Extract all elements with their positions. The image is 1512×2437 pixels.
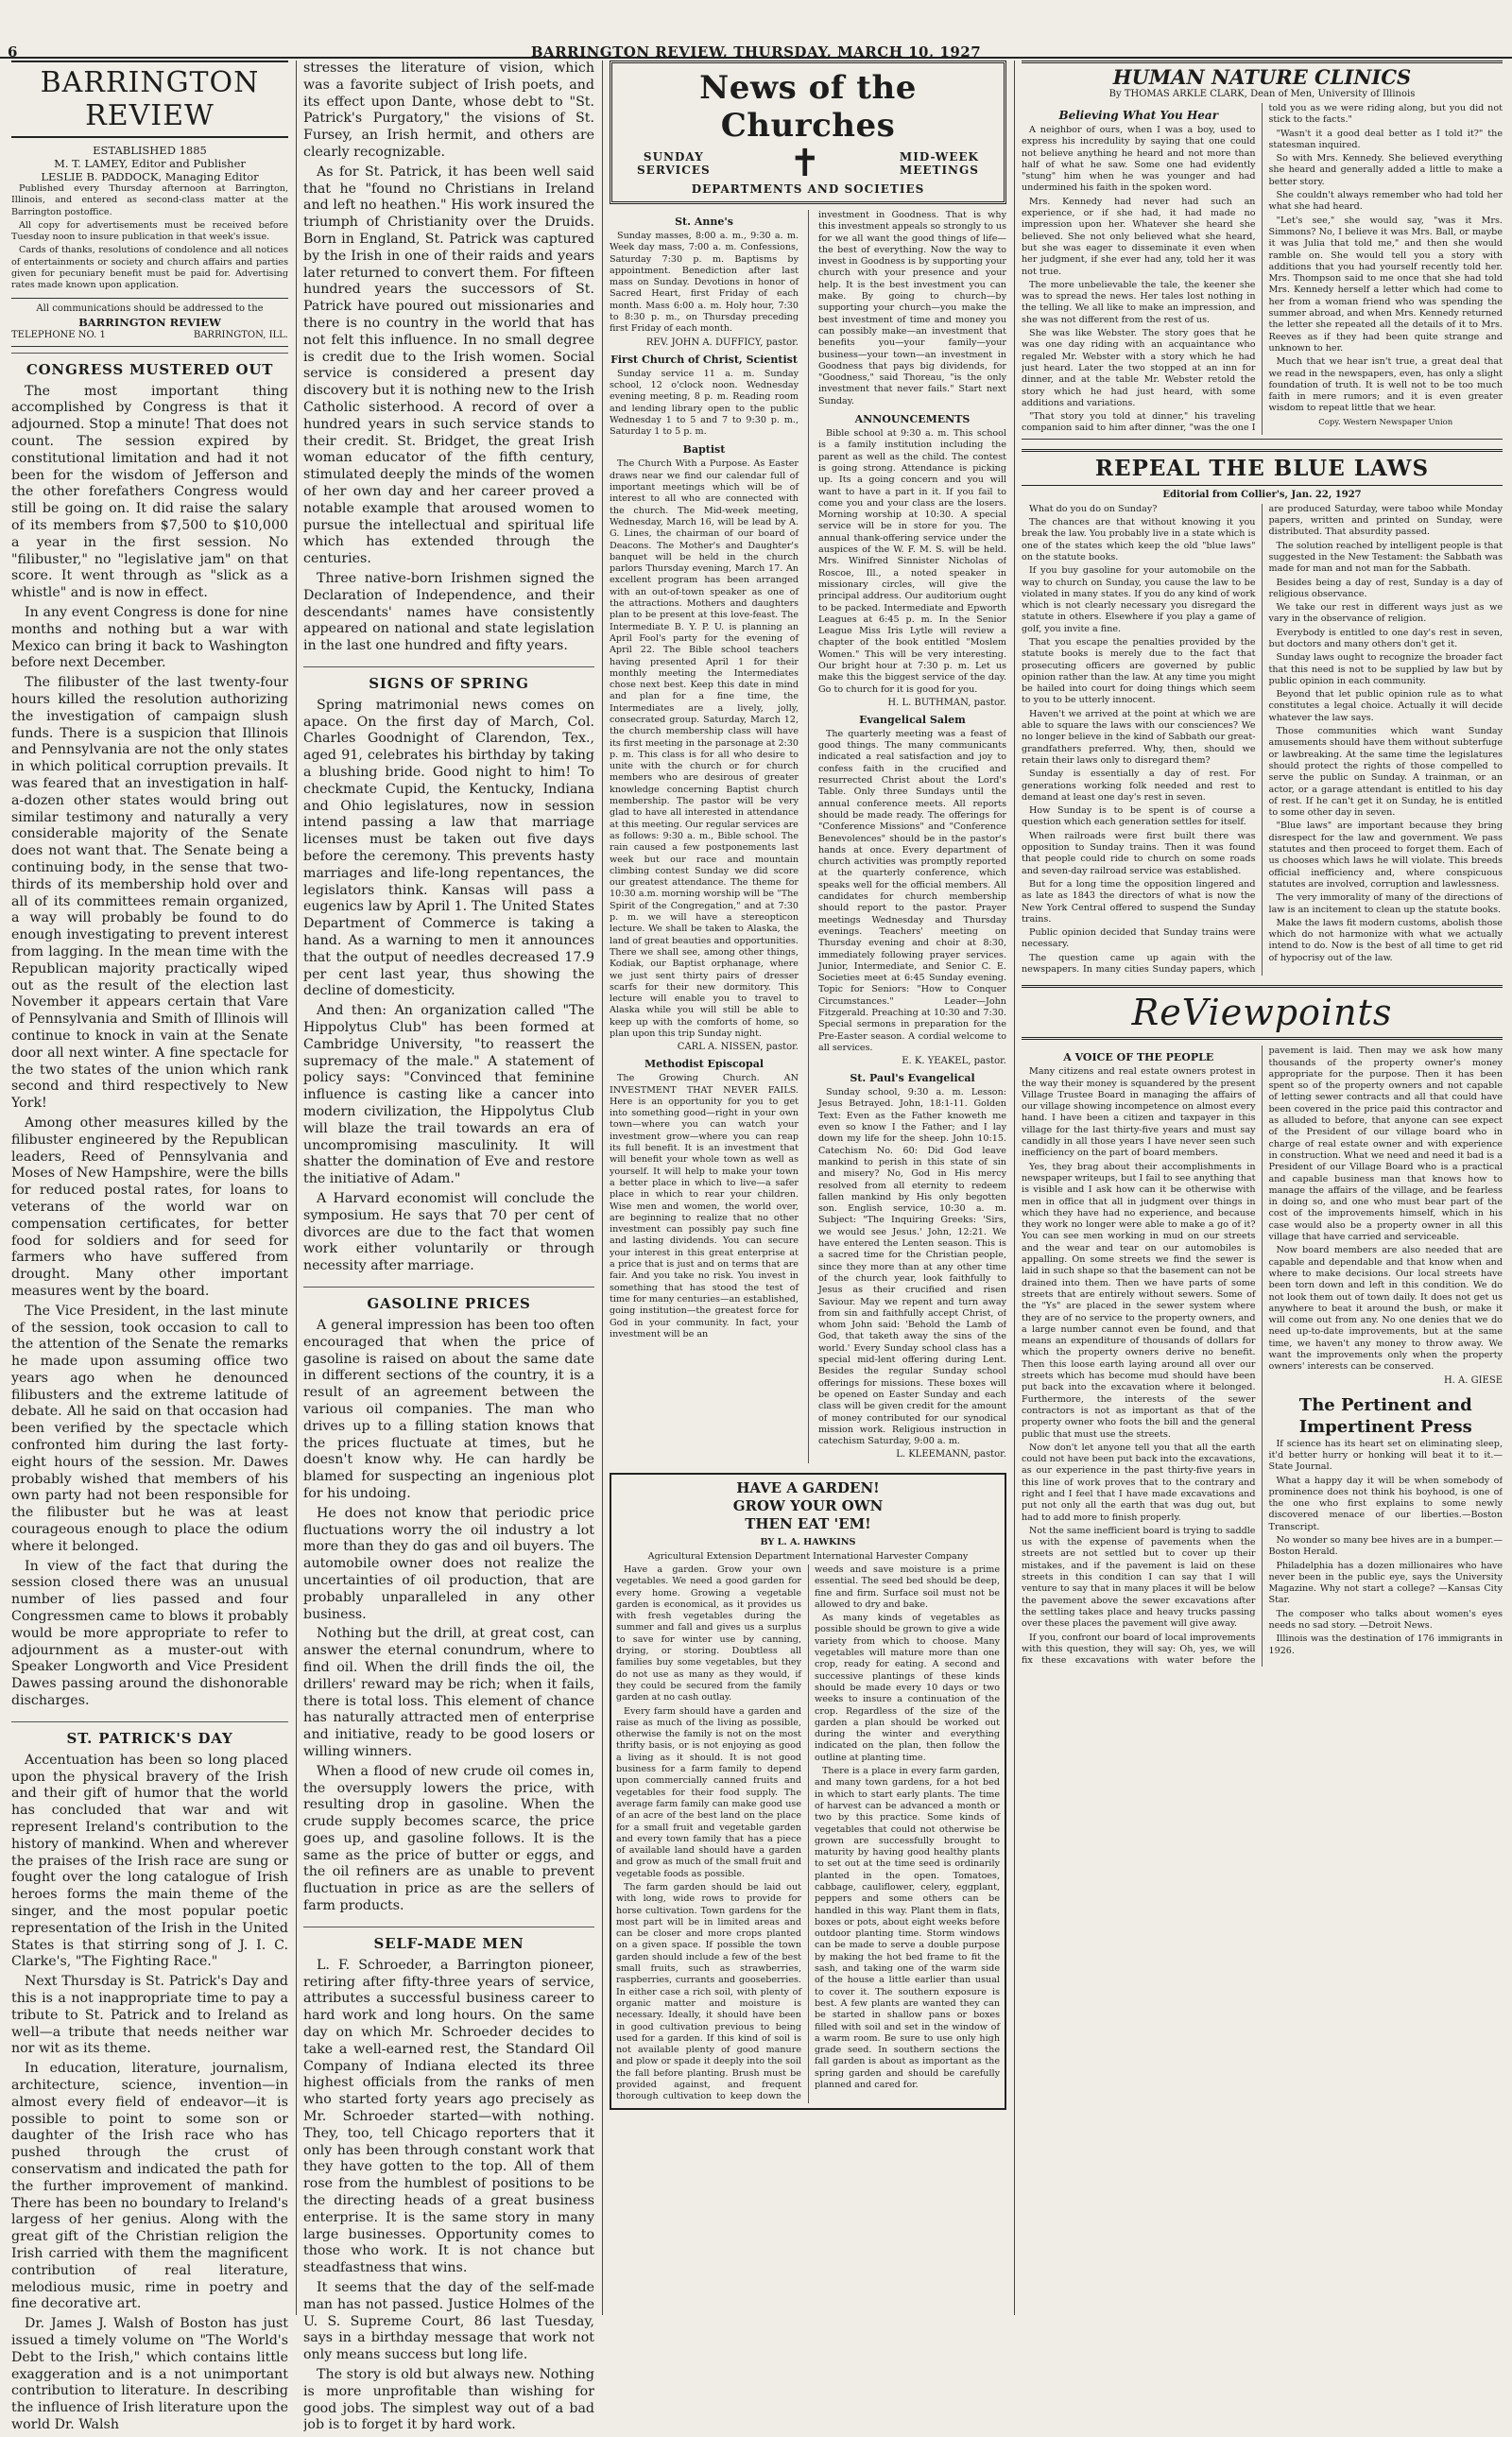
article-paragraph: Every farm should have a garden and raise as much of the living as possible, otherwise the family is not on the most thrifty basis, or is not enjoying as good a living as it should. It is not good business for a farm family to depend upon commercially canned fruits and vegetables for their food supply. The average farm family can make good use of an acre of the best land on the place for a small fruit and vegetable garden and every town family that has a piece of available land should have a garden and grow as much of the small fruit and vegetable foods as possible. [616,1705,801,1879]
churches-col-b [818,210,1006,1463]
article-paragraph: The story is old but always new. Nothing is more unprofitable than wishing for good jobs. The simplest way out of a bad job is to forget it by hard work. [303,2367,594,2433]
pastor-signature: E. K. YEAKEL, pastor. [902,1056,1006,1067]
article-paragraph: "That story you told at dinner," his traveling companion said to him after dinner, "was the one I told you as we were riding along, but you did not stick to the facts." [1022,103,1503,434]
article-paragraph: Have a garden. Grow your own vegetables. We need a good garden for every home. Growing a vegetable garden is economical, as it provides us with fresh vegetables during the summer and fall and gives us a surplus to save for winter use by canning, drying, or storing. Doubtless all families buy some vegetables, but they do not use as many as they would, if they could be secured from the family garden at no cash outlay. [616,1564,801,1703]
column-rule [296,60,297,2315]
article-paragraph: Not the same inefficient board is trying to saddle us with the expense of pavements when the streets are not settled but to cover up their mistakes, and if the pavement is laid on these streets in this condition I can say that I will venture to say that in many places it will be below the pavement above the sewer excavations after the settling takes place and heavy trucks passing over these places the pavement will give away. [1022,1525,1256,1630]
article-paragraph: L. F. Schroeder, a Barrington pioneer, retiring after fifty-three years of service, attributes a successful business career to hard work and long hours. On the same day on which Mr. Schroeder decides to take a well-earned rest, the Standard Oil Company of Indiana elected its three highest officials from the ranks of men who started forty years ago precisely as Mr. Schroeder started—with nothing. They, too, tell Chicago reporters that it only has been through constant work that they have gotten to the top. All of them rose from the humblest of positions to be the directing heads of a great business enterprise. It is the same story in many large businesses. Opportunity comes to those who work. It is not chance but steadfastness that wins. [303,1957,594,2276]
church-notice: Bible school at 9:30 a. m. This school is a family institution including the parent as well as the child. The contest is going strong. Attendance is picking up. Its a going concern and you will want to have a part in it. If you fail to come you and your class are the losers. Morning worship at 10:30. A special service will be in store for you. The annual thank-offering service under the auspices of the W. F. M. S. will be held. Mrs. Winifred Sinnister Nicholas of Roscoe, Ill., a noted speaker in missionary circles, will give the principal address. Our auditorium ought to be packed. Intermediate and Epworth Leagues at 6:45 p. m. In the Senior League Miss Iris Lytle will review a chapter of the book entitled "Moslem Women." This will be very interesting. Our bright hour at 7:30 p. m. Let us make this the biggest service of the day. Go to church for it is good for you. [817,428,1006,695]
article-paragraph: The most important thing accomplished by Congress is that it adjourned. Stop a minute! That does not count. The session expired by constitutional limitation and had it not been for the wisdom of Jefferson and the other forefathers Congress would still be going on. It did raise the salary of its members from $7,500 to $10,000 a year in the first session. No "filibuster," no "legislative jam" on that score. It went through as "slick as a whistle" and is now in effect. [11,383,288,601]
churches-col-a [610,210,799,1463]
masthead-managing-editor: LESLIE B. PADDOCK, Managing Editor [41,170,259,183]
human-nature-title: HUMAN NATURE CLINICS [1022,60,1503,89]
article-paragraph: Make the laws fit modern customs, abolish those which do not harmonize with what we actually intend to do. Now is the best of all time to get rid of hypocrisy out of the law. [1268,917,1503,963]
article-paragraph: In any event Congress is done for nine months and nothing but a war with Mexico can bring it back to Washington before next December. [11,605,288,671]
reviewpoints-title: ReViewpoints [1022,985,1503,1040]
article-paragraph: A general impression has been too often encouraged that when the price of gasoline is raised on about the same date in different sections of the country, it is a result of an agreement between the various oil companies. The man who drives up to a filling station knows that the prices fluctuate at times, but he doesn't know why. He can hardly be blamed for suspecting an ingenious plot for his undoing. [303,1317,594,1501]
reviewpoints-body [1022,1046,1503,1667]
human-nature-body [1022,103,1503,440]
garden-affiliation: Agricultural Extension Department International Harvester Company [647,1550,969,1562]
church-notice: The quarterly meeting was a feast of good things. The many communicants indicated a real satisfaction and joy to confess faith in the crucified and resurrected Christ about the Lord's Table. Only three Sundays until the annual conference meets. All reports should be made ready. The offerings for "Conference Missions" and "Conference Benevolences" should be in the pastor's hands at once. Every department of church activities was promptly reported at the quarterly conference, which speaks well for the official members. All candidates for church membership should report to the pastor. Prayer meetings Wednesday and Thursday evenings. Teachers' meeting on Thursday evening and choir at 8:30, immediately following prayer services. Junior, Intermediate, and Senior C. E. Societies meet at 6:45 Sunday evening. Topic for Seniors: "How to Conquer Circumstances." Leader—John Fitzgerald. Preaching at 10:30 and 7:30. Special sermons in preparation for the Pre-Easter season. A cordial welcome to all services. [817,728,1006,1053]
masthead-cards-note: Cards of thanks, resolutions of condolence and all notices of entertainments or society and church affairs and parties given for pecuniary benefit must be paid for. Advertising rates made known upon application. [11,245,288,291]
column-rule [1014,60,1015,2315]
mid-week-label: MID-WEEK [899,150,979,164]
pastor-signature: L. KLEEMANN, pastor. [896,1449,1006,1460]
article-paragraph: No wonder so many bee hives are in a bumper.—Boston Herald. [1268,1534,1503,1558]
garden-title-2: GROW YOUR OWN [732,1497,884,1515]
article-paragraph: Spring matrimonial news comes on apace. On the first day of March, Col. Charles Goodnight of Clarendon, Tex., aged 91, celebrates his birthday by taking a blushing bride. Good night to him! To checkmate Cupid, the Kentucky, Indiana and Ohio legislatures, now in session intend passing a law that marriage licenses must be taken out five days before the ceremony. This prevents hasty marriages and life-long repentances, the legislators think. Kansas will pass a eugenics law by April 1. The United States Department of Commerce is taking a hand. As a warning to men it announces that the output of needles decreased 17.9 per cent last year, thus showing the decline of domesticity. [303,697,594,999]
article-paragraph: Many citizens and real estate owners protest in the way their money is squandered by the present Village Trustee Board in managing the affairs of our village showing incompetence on almost every hand. I have been a citizen and taxpayer in this village for the last thirty-five years and must say candidly in all those years I have never seen such inefficiency on the part of board members. [1022,1066,1256,1159]
garden-article [610,1473,1006,2109]
page-number: 6 [8,43,18,60]
article-paragraph: Next Thursday is St. Patrick's Day and this is a not inappropriate time to pay a tribute to St. Patrick and to Ireland as well—a tribute that needs neither war nor wit as its theme. [11,1974,288,2057]
gasoline-prices-headline: GASOLINE PRICES [303,1287,594,1312]
church-name: Methodist Episcopal [644,1058,765,1071]
garden-body [616,1564,1000,2103]
article-paragraph: It seems that the day of the self-made man has not passed. Justice Holmes of the U. S. Supreme Court, 86 last Tuesday, says in a birthday message that work not only means success but long life. [303,2280,594,2363]
article-paragraph: As many kinds of vegetables as possible should be grown to give a wide variety from which to choose. Many vegetables will mature more than one crop, ready for eating. A second and successive plantings of these kinds should be made every 10 days or two weeks to insure a continuation of the crop. Regardless of the size of the garden a plan should be worked out during the winter and everything indicated on the plan, then follow the outline at planting time. [815,1613,1000,1763]
article-paragraph: In view of the fact that during the session closed there was an unusual number of lies passed and four Congressmen came to blows it probably would be more appropriate to refer to adjournment as a muster-out with Speaker Longworth and Vice President Dawes passing around the dishonorable discharges. [11,1558,288,1709]
congress-article [11,384,288,1710]
column-2 [303,60,594,2437]
garden-byline: BY L. A. HAWKINS [760,1537,856,1548]
blue-laws-title: REPEAL THE BLUE LAWS [1022,449,1503,486]
article-paragraph: Dr. James J. Walsh of Boston has just issued a timely volume on "The World's Debt to the Irish," which contains little exaggeration and is a not unimportant contribution to literature. In describing the influence of Irish literature upon the world Dr. Walsh [11,2316,288,2432]
article-paragraph: The more unbelievable the tale, the keener she was to spread the news. Her tales lost nothing in the telling. We all like to make an impression, and she was not different from the rest of us. [1022,279,1256,325]
self-made-men-article [303,1958,594,2434]
article-paragraph: In education, literature, journalism, architecture, science, invention—in almost every field of endeavor—it is possible to point to some son or daughter of the Irish race who has pushed through the crust of conservatism and indicated the path for the further improvement of mankind. There has been no boundary to Ireland's largess of her genius. Along with the great gift of the Christian religion the Irish carried with them the magnificent contribution of real literature, melodious music, rime in poetry and fine decorative art. [11,2061,288,2312]
services-label: SERVICES [637,164,711,177]
human-nature-copyright: Copy. Western Newspaper Union [1318,417,1453,427]
masthead-telephone: TELEPHONE NO. 1 [11,329,106,340]
article-paragraph: So with Mrs. Kennedy. She believed everything she heard and generally added a little to make a better story. [1268,153,1503,187]
article-paragraph: The solution reached by intelligent people is that suggested in the New Testament: the Sabbath was made for man and not man for the Sabbath. [1268,540,1503,575]
reviewpoints-signature: H. A. GIESE [1443,1374,1503,1386]
church-notice: Sunday service 11 a. m. Sunday school, 12 o'clock noon. Wednesday evening meeting, 8 p. m. Reading room and lending library open to the public Wednesday 1 to 5 and 7 to 9:30 p. m., Saturday 1 to 5 p. m. [610,368,799,438]
article-paragraph: Mrs. Kennedy had never had such an experience, or if she had, it had made no impression upon her. Whatever she heard she believed. She not only believed what she heard, but she was eager to disseminate it even when her judgment, if she ever had any, told her it was not true. [1022,196,1256,277]
st-patricks-continued [303,60,594,655]
article-paragraph: If science has its heart set on eliminating sleep, it'd better hurry or honking will beat it to it.—State Journal. [1268,1438,1503,1473]
article-paragraph: Beyond that let public opinion rule as to what constitutes a legal choice. Actually it will decide whatever the law says. [1268,689,1503,723]
article-paragraph: When railroads were first built there was opposition to Sunday trains. Then it was found that people could ride to church on some roads and seven-day railroad service was established. [1022,830,1256,876]
church-name: St. Anne's [675,216,733,228]
church-notice: Sunday masses, 8:00 a. m., 9:30 a. m. Week day mass, 7:00 a. m. Confessions, Saturday 7:30 p. m. Baptisms by appointment. Benediction after last mass on Sunday. Devotions in honor of Sacred Heart, first Friday of each month. Mass 6:00 a. m. Holy hour, 7:30 to 8:30 p. m., on Thursday preceding first Friday of each month. [610,231,799,335]
masthead-title: BARRINGTON REVIEW [11,60,288,138]
article-paragraph: There is a place in every farm garden, and many town gardens, for a hot bed in which to start early plants. The time of harvest can be advanced a month or two by this practice. Some kinds of vegetables that could not otherwise be grown are successfully brought to maturity by having good healthy plants to set out at the time seed is ordinarily planted in the open. Tomatoes, cabbage, cauliflower, celery, eggplant, peppers and some others can be handled in this way. Plant them in flats, boxes or pots, about eight weeks before outdoor planting time. Storm windows can be made to serve a double purpose by making the hot bed frame to fit the sash, and taking one of the warm side of the house a little earlier than usual to cover it. The southern exposure is best. A few plants are wanted they can be started in shallow pans or boxes filled with soil and set in the window of a warm room. Be sure to use only high grade seed. In southern sections the fall garden is about as important as the spring garden and should be carefully planned and cared for. [815,1766,1000,2091]
church-name: Baptist [682,443,726,457]
article-paragraph: The composer who talks about women's eyes needs no sad story. —Detroit News. [1268,1608,1503,1632]
article-paragraph: Yes, they brag about their accomplishments in newspaper writeups, but I fail to see anything that is visible and I ask how can it be otherwise with men in office that all in judgment over things in which they have had no experience, and because they work no longer were able to make a go of it? You can see men working in mud on our streets and the wear and tear on our automobiles is appalling. On some streets we find the sewer is laid in such shape so that the basement can not be drained into them. Then we have parts of some streets that are entirely without sewers. Some of the "Ys" are placed in the sewer system where they are of no service to the property owners, and a large number cannot even be found, and that means an expenditure of thousands of dollars for which the property owners derive no benefit. Then this loose earth laying around all over our streets which has become mud should have been put back into the excavation where it belonged. Furthermore, the interests of the sewer contractors is not as important as that of the property owner who foots the bill and the general public that must use the streets. [1022,1161,1256,1440]
article-paragraph: Public opinion decided that Sunday trains were necessary. [1022,927,1256,950]
article-paragraph: A Harvard economist will conclude the symposium. He says that 70 per cent of divorces are due to the fact that women work either voluntarily or through necessity after marriage. [303,1191,594,1274]
article-paragraph: Among other measures killed by the filibuster engineered by the Republican leaders, Reed of Pennsylvania and Moses of New Hampshire, were the bills for reduced postal rates, for loans to veterans of the world war on compensation certificates, for better food for soldiers and for seed for farmers who have suffered from drought. Many other important measures went by the board. [11,1115,288,1299]
churches-left-label [637,150,711,177]
church-notice: The Church With a Purpose. As Easter draws near we find our calendar full of important meetings which will be of interest to all who are connected with the church. The Mid-week meeting, Wednesday, March 16, will be lead by A. G. Lines, the chairman of our board of Deacons. The Mother's and Daughter's banquet will be held in the church parlors Thursday evening, March 17. An excellent program has been arranged with an out-of-town speaker as one of the attractions. Mothers and daughters plan to be present at this love-feast. The Intermediate B. Y. P. U. is planning an April Fool's party for the evening of April 22. The Bible school teachers having presented April 1 for their monthly meeting the Intermediates chose next best. Keep this date in mind and plan for a fine time, the Intermediates are a lively, jolly, consecrated group. Saturday, March 12, the church membership class will have its first meeting in the parsonage at 2:30 p. m. This class is for all who desire to unite with the church or for church members who are desirous of greater knowledge concerning Baptist church membership. The pastor will be very glad to have all interested in attendance at this meeting. Our regular services are as follows: 9:30 a. m., Bible school. The rain caused a few postponements last week but our race and mountain climbing contest Sunday we did score our greatest attendance. The theme for 10:30 a.m. morning worship will be "The Spirit of the Congregation," and at 7:30 p. m. we will have a stereopticon lecture. We shall be taken to Alaska, the land of great beauties and opportunities. There we shall see, among other things, Kodiak, our Baptist orphanage, where we just sent thirty pairs of dresser scarfs for their new dormitory. This lecture will enable you to travel to Alaska while you will still be able to keep up with the comforts of home, so plan upon this trip Sunday night. [610,458,799,1039]
masthead-established: ESTABLISHED 1885 [93,144,207,157]
article-paragraph: What do you do on Sunday? [1029,503,1158,514]
masthead-publish-note: Published every Thursday afternoon at Barrington, Illinois, and entered as second-class matter at the Barrington postoffice. [11,183,288,217]
self-made-men-headline: SELF-MADE MEN [303,1927,594,1952]
garden-title-1: HAVE A GARDEN! [736,1479,880,1497]
blue-laws-subtitle: Editorial from Collier's, Jan. 22, 1927 [1162,489,1362,500]
pertinent-title-2: Impertinent Press [1298,1416,1472,1437]
running-header [0,19,1512,59]
article-paragraph: Sunday is essentially a day of rest. For generations working folk needed and rest to demand at least one day's rest in seven. [1022,769,1256,803]
meetings-label: MEETINGS [899,164,979,177]
article-paragraph: "Wasn't it a good deal better as I told it?" the statesman inquired. [1268,128,1503,150]
church-notice: Sunday school, 9:30 a. m. Lesson: Jesus Betrayed. John, 18:1-11. Golden Text: Even as the Father knoweth me even so know I the Father; and I lay down my life for the sheep. John 10:15. Catechism No. 60: Did God leave mankind to perish in this state of sin and misery? No, God in His mercy resolved from all eternity to redeem fallen mankind by His only begotten son. English service, 10:30 a. m. Subject: "The Inquiring Greeks: 'Sirs, we would see Jesus.' John, 12:21. We have entered the Lenten season. This is a sacred time for the Christian people, since they more than at any other time of the church year, look faithfully to Jesus as their crucified and risen Saviour. May we repent and turn away from sin and faithfully accept Christ, of whom John said: 'Behold the Lamb of God, that taketh away the sins of the world.' Every Sunday school class has a special mid-lent offering during Lent. Besides the regular Sunday school offerings for missions. These boxes will be opened on Easter Sunday and each class will be given credit for the amount of money contributed for our synodical mission work. Religious instruction in catechism Saturday, 9:00 a. m. [817,1087,1006,1447]
article-paragraph: Philadelphia has a dozen millionaires who have never been in the public eye, says the University Magazine. Why not start a college? —Kansas City Star. [1268,1560,1503,1606]
signs-of-spring-headline: SIGNS OF SPRING [303,666,594,692]
churches-title: News of the Churches [699,69,917,145]
article-paragraph: When a flood of new crude oil comes in, the oversupply lowers the price, with resulting drop in gasoline. When the crude supply becomes scarce, the price goes up, and gasoline follows. It is the same as the price of butter or eggs, and the oil refiners are as unable to prevent fluctuation in price as are the sellers of farm products. [303,1763,594,1914]
masthead-contact-line [11,329,288,342]
reviewpoints-subhead: A VOICE OF THE PEOPLE [1063,1051,1214,1064]
article-paragraph: Much that we hear isn't true, a great deal that we read in the newspapers, even, has only a slight foundation of truth. It is well not to be too much faith in mere rumors; and it is even greater wisdom to repeat little that we hear. [1268,356,1503,414]
human-nature-byline: By THOMAS ARKLE CLARK, Dean of Men, University of Illinois [1108,89,1416,99]
signs-of-spring-article [303,698,594,1275]
article-paragraph: We take our rest in different ways just as we vary in the observance of religion. [1268,602,1503,625]
masthead-address-name: BARRINGTON REVIEW [78,315,221,329]
masthead-place: BARRINGTON, ILL. [193,329,288,340]
column-rule [602,60,603,2315]
article-paragraph: But for a long time the opposition lingered and as late as 1843 the directors of what is now the New York Central offered to suspend the Sunday trains. [1022,878,1256,925]
departments-label: DEPARTMENTS AND SOCIETIES [691,182,925,196]
pastor-signature: CARL A. NISSEN, pastor. [677,1042,799,1053]
masthead-address-box [11,298,288,347]
article-paragraph: The question came up again with the newspapers. In many cities Sunday papers, which are produced Saturday, were taboo while Monday papers, written and printed on Sunday, were distributed. That absurdity passed. [1022,503,1503,975]
article-paragraph: Now board members are also needed that are capable and dependable and that know when and where to make decisions. Our local streets have been torn down and left in this condition. We do not look them out of town daily. It does not get us anywhere to beat it around the bush, or make it will come out from any. No one denies that we do need up-to-date improvements, but at the same time, we haven't any money to throw away. We want the improvements only when the property owners' interests can be conserved. [1268,1245,1503,1373]
article-paragraph: "Let's see," she would say, "was it Mrs. Simmons? No, I believe it was Mrs. Ball, or maybe it was Julia that told me," and then she would ramble on. She would tell you a story with additions that you had yourself recently told her. Mrs. Thompson said to me once that she had told Mrs. Kennedy herself a letter which had come to her from a woman friend who was spending the summer abroad, and when Mrs. Kennedy returned the letter she repeated all the details of it to Mrs. Reeves as if they had been quite strange and unknown to her. [1268,215,1503,354]
pastor-signature: REV. JOHN A. DUFFICY, pastor. [645,337,799,348]
article-paragraph: What a happy day it will be when somebody of prominence does not think his boyhood, is one of the one who first explains to some newly discovered menace of our liberties.—Boston Transcript. [1268,1475,1503,1532]
st-patricks-headline: ST. PATRICK'S DAY [11,1721,288,1747]
article-paragraph: As for St. Patrick, it has been well said that he "found no Christians in Ireland and left no heathen." His work insured the triumph of Christianity over the Druids. Born in England, St. Patrick was captured by the Irish in one of their raids and years later returned to convert them. For fifteen hundred years the successors of St. Patrick have poured out missionaries and there is no country in the world that has not felt this influence. In no small degree is credit due to the Irish women. Social service is considered a present day discovery but it is nothing new to the Irish Catholic sisterhood. A record of over a hundred years in such service stands to their credit. St. Bridget, the great Irish woman educator of the fifth century, stimulated deeply the minds of the women of her own day and her career proved a notable example that aroused women to pursue the intellectual and spiritual life which has extended through the centuries. [303,164,594,567]
pastor-signature: H. L. BUTHMAN, pastor. [887,697,1006,708]
article-paragraph: Haven't we arrived at the point at which we are able to square the laws with our consciences? We no longer believe in the kind of Sabbath our great-grandfathers preferred. Why, then, should we retain their laws only to disregard them? [1022,708,1256,766]
right-section [1022,60,1503,1667]
article-paragraph: The very immorality of many of the directions of law is an incitement to clean up the statute books. [1268,892,1503,915]
article-paragraph: Illinois was the destination of 176 immigrants in 1926. [1268,1633,1503,1656]
article-paragraph: Besides being a day of rest, Sunday is a day of religious observance. [1268,577,1503,599]
churches-banner [610,60,1006,204]
congress-headline: CONGRESS MUSTERED OUT [11,353,288,378]
blue-laws-body [1022,504,1503,977]
article-paragraph: If you buy gasoline for your automobile on the way to church on Sunday, you cause the law to be violated in many states. If you do any kind of work which is not clearly necessary you disregard the statute in others. Elsewhere if you play a game of golf, you invite a fine. [1022,565,1256,634]
article-paragraph: The chances are that without knowing it you break the law. You probably live in a state which is one of the states which keep the old "blue laws" on the statute books. [1022,517,1256,562]
article-paragraph: Accentuation has been so long placed upon the physical bravery of the Irish and their gift of humor that the world has concluded that war and wit represent Ireland's contribution to the history of mankind. When and wherever the praises of the Irish race are sung or fought over the long catalogue of Irish heroes forms the main theme of the singer, and the most popular poetic representation of the Irish in the United States is that stirring song of J. I. C. Clarke's, "The Fighting Race." [11,1752,288,1970]
churches-right-label [900,150,979,177]
article-paragraph: How Sunday is to be spent is of course a question which each generation settles for itself. [1022,805,1256,828]
article-paragraph: If you, confront our board of local improvements with this question, they will say: Oh, yes, we will fix these excavations with water before the pavement is laid. Then may we ask how many thousands of the property owner's money appropriate for the purpose. Then it has been spent so of the property owners and not capable of letting sewer contracts and all that could have been covered in the price paid this contractor and as alluded to before, that anyone can see expect of the President of our village board who in charge of real estate owner and with experience in construction. What we need and need it bad is a President of our Village Board who is a practical and capable business man that knows how to manage the affairs of the village, and be fearless in doing so, and one who must bear part of the cost of the improvements himself, which in his case would also be a property owner in all this village that have carried and serviceable. [1022,1046,1503,1667]
church-name: Evangelical Salem [859,713,966,726]
churches-section [610,60,1006,2119]
church-name: St. Paul's Evangelical [850,1072,975,1085]
article-paragraph: The filibuster of the last twenty-four hours killed the resolution authorizing the investigation of campaign slush funds. There is a suspicion that Illinois and Pennsylvania are not the only states in which political corruption prevails. It was feared that an investigation in half-a-dozen other states would bring out similar testimony and naturally a very considerable majority of the Senate does not want that. The Senate being a continuing body, in the sense that two-thirds of its membership hold over and all of its committees remain organized, a way will probably be found to do enough investigating to prevent interest from lagging. In the mean time with the Republican majority practically wiped out as the result of the election last November it appears certain that Vare of Pennsylvania and Smith of Illinois will continue to knock in vain at the Senate door all next winter. A fine spectacle for the two states of the union which rank second and third respectively to New York! [11,675,288,1112]
column-1 [11,60,288,2437]
churches-columns [610,210,1006,1463]
sunday-label: SUNDAY [643,150,704,164]
article-paragraph: Those communities which want Sunday amusements should have them without subterfuge or lawbreaking. At the same time the legislatures should protect the rights of those compelled to serve the public on Sunday. A trainman, or an actor, or a garage attendant is entitled to his day of rest. If he can't get it on Sunday, he is entitled to some other day in seven. [1268,726,1503,819]
garden-title-3: THEN EAT 'EM! [745,1515,871,1533]
running-title: BARRINGTON REVIEW, THURSDAY, MARCH 10, 1927 [530,43,982,60]
article-paragraph: She couldn't always remember who had told her what she had heard. [1268,190,1503,213]
pertinent-title-1: The Pertinent and [1298,1394,1472,1415]
column-rule [808,210,809,1463]
article-paragraph: The Vice President, in the last minute of the session, took occasion to call to the attention of the Senate the remarks he made upon assuming office two years ago when he denounced filibusters and the extreme latitude of debate. All he said on that occasion had been verified by the spectacle which confronted him during the last forty-eight hours of the session. Mr. Dawes probably wished that members of his own party had not been responsible for the filibuster but he was at least courageous enough to place the odium where it belonged. [11,1303,288,1554]
article-paragraph: Everybody is entitled to one day's rest in seven, but doctors and many others don't get it. [1268,627,1503,649]
article-paragraph: She was like Webster. The story goes that he was one day riding with an acquaintance who regaled Mr. Webster with a story which he had just heard. Later the two stopped at an inn for dinner, and at the table Mr. Webster retold the story which he had just heard, with some additions and variations. [1022,328,1256,408]
gasoline-prices-article [303,1318,594,1915]
churches-banner-row [618,142,998,185]
church-notice: The Growing Church. AN INVESTMENT THAT NEVER FAILS. Here is an opportunity for you to get into something good—right in your own town—where you can watch your investment grow—where you can reap its full benefit. It is an investment that will benefit your whole town as well as yourself. It will help to make your town a better place in which to live—a safer place in which to rear your children. Wise men and women, the world over, are beginning to realize that no other investment can possibly pay such fine and lasting dividends. You can secure your interest in this great enterprise at a price that is just and on terms that are fair. And you take no risk. You invest in something that has stood the test of time for many centuries—an established, going institution—the greatest force for God in your community. In fact, your investment will be an [610,1073,799,1339]
cross-icon: ✝ [789,142,821,185]
church-notice: investment in Goodness. That is why this investment appeals so strongly to us for we all want the good things of life—the best of everything. Now the way to invest in Goodness is by supporting your church with your presence and your help. It is the best investment you can make. By going to church—by supporting your church—you make the best investment of time and money you can possibly make—an investment that benefits you—your family—your business—your town—an investment in Goodness that pays big dividends, for "Goodness," said Thoreau, "is the only investment that never fails." Start next Sunday. [817,210,1006,406]
article-paragraph: Nothing but the drill, at great cost, can answer the eternal conundrum, where to find oil. When the drill finds the oil, the drillers' reward may be rich; when it fails, there is total loss. This element of chance has naturally attracted men of enterprise and initiative, ready to be good losers or willing winners. [303,1626,594,1759]
church-name: ANNOUNCEMENTS [854,413,971,426]
masthead-copy-note: All copy for advertisements must be received before Tuesday noon to insure publication in that week's issue. [11,219,288,243]
masthead-editor: M. T. LAMEY, Editor and Publisher [54,157,246,170]
article-paragraph: Now don't let anyone tell you that all the earth could not have been put back into the excavations, as our experience in the past thirty-five years in this line of work proves that to the contrary and right and I feel that I have made excavations and put not only all the earth that was dug out, but had to add more to finish properly. [1022,1442,1256,1523]
article-paragraph: That you escape the penalties provided by the statute books is merely due to the fact that prosecuting officers are governed by public opinion rather than the law. At any time you might be hailed into court for doing things which seem to you to be utterly innocent. [1022,636,1256,706]
st-patricks-article [11,1753,288,2434]
article-paragraph: A neighbor of ours, when I was a boy, used to express his incredulity by saying that one could not believe anything he heard and not more than half of what he saw. Some one had evidently "stung" him when he was younger and had undermined his faith in the spoken word. [1022,125,1256,194]
church-name: First Church of Christ, Scientist [610,353,798,366]
article-paragraph: The farm garden should be laid out with long, wide rows to provide for horse cultivation. Town gardens for the most part will be in limited areas and can be closer and more crops planted on a given space. If possible the town garden should include a few of the best small fruits, such as strawberries, raspberries, currants and gooseberries. In either case a rich soil, with plenty of organic matter and moisture is necessary. Ideally, it should have been in good cultivation previous to being used for a garden. If this kind of soil is not available plenty of good manure and plow or spade it deeply into the soil the fall before planting. Brush must be provided against, and frequent thorough cultivation to keep down the weeds and save moisture is a prime essential. The seed bed should be deep, fine and firm. Surface soil must not be allowed to dry and bake. [616,1564,1000,2102]
article-paragraph: stresses the literature of vision, which was a favorite subject of Irish poets, and its effect upon Dante, whose debt to "St. Patrick's Purgatory," the visions of St. Fursey, an Irish hermit, and others are clearly recognizable. [303,60,594,160]
masthead-address-note: All communications should be addressed to the [36,302,264,314]
article-paragraph: "Blue laws" are important because they bring disrespect for the law and government. We pass statutes and then proceed to forget them. Each of us chooses which laws he will violate. This breeds official inefficiency and, where conspicuous statutes are involved, corruption and lawlessness. [1268,821,1503,890]
article-paragraph: He does not know that periodic price fluctuations worry the oil industry a lot more than they do gas and oil buyers. The automobile owner does not realize the uncertainties of oil production, that are probably unparalleled in any other business. [303,1505,594,1622]
article-paragraph: Sunday laws ought to recognize the broader fact that this need is not to be supplied by law but by public opinion in each community. [1268,652,1503,686]
human-nature-subhead: Believing What You Hear [1058,109,1219,122]
article-paragraph: Three native-born Irishmen signed the Declaration of Independence, and their descendants' names have consistently appeared on national and state legislation in the last one hundred and fifty years. [303,570,594,654]
article-paragraph: And then: An organization called "The Hippolytus Club" has been formed at Cambridge University, "to reassert the supremacy of the male." A statement of policy says: "Convinced that feminine influence is casting like a cancer into modern civilization, the Hippolytus Club will blaze the trail towards an era of uncompromising masculinity. It will shatter the domination of Eve and restore the initiative of Adam." [303,1003,594,1187]
